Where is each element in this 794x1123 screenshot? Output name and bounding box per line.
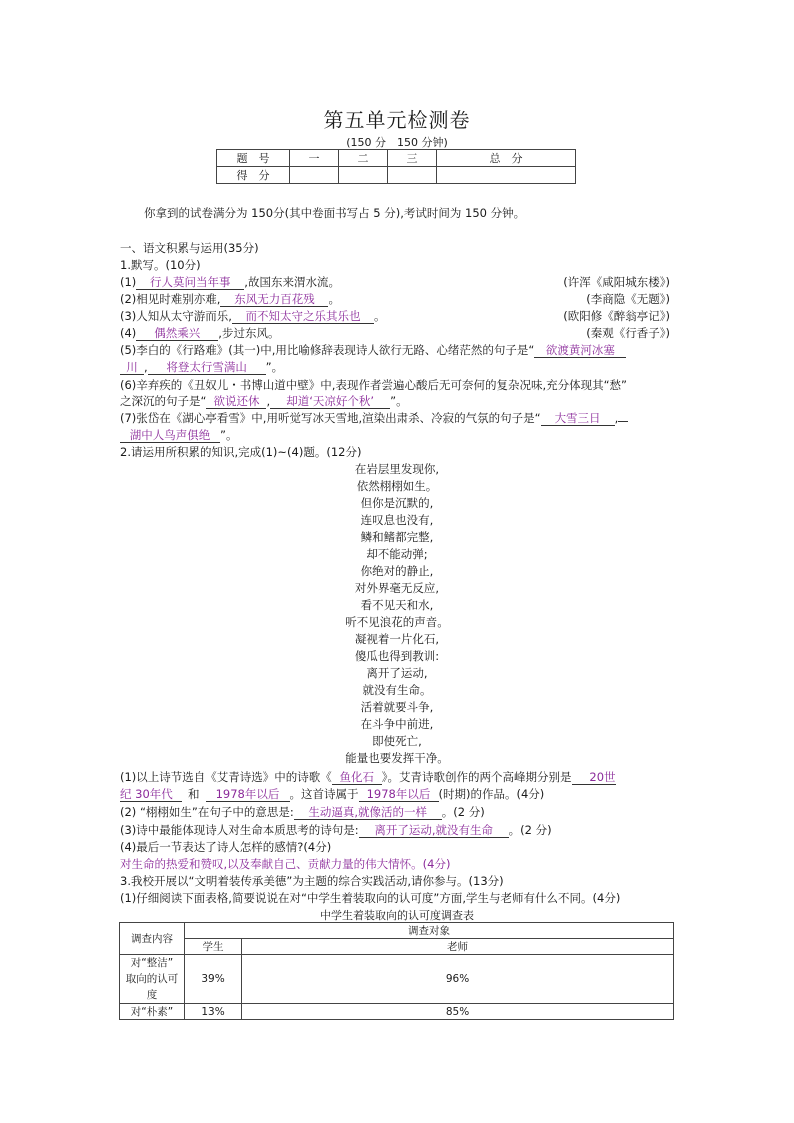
- answer-blank: 鱼化石: [332, 770, 382, 785]
- item-text: 。(2 分): [441, 805, 485, 819]
- item-text: ,步过东风。: [218, 326, 280, 340]
- item-text: (时期)的作品。(4分): [438, 787, 545, 801]
- item-text: 。: [373, 309, 386, 323]
- q1-item-3-source: (欧阳修《醉翁亭记》): [563, 309, 670, 323]
- q1-item-4: [120, 325, 279, 341]
- poem-line: 就没有生命。: [362, 683, 432, 697]
- item-text: (1)以上诗节选自《艾青诗选》中的诗歌《: [120, 770, 332, 784]
- table-row: [120, 955, 674, 1004]
- answer-blank: 纪 30年代: [120, 787, 182, 802]
- answer-blank: 欲渡黄河冰塞: [534, 343, 626, 358]
- poem-line: 傻瓜也得到教训:: [354, 649, 440, 663]
- answer-blank: 20世: [572, 770, 616, 785]
- student-value-cell: 13%: [185, 1004, 242, 1020]
- item-text: 和: [188, 787, 200, 801]
- q2-sub-4-question: (4)最后一节表达了诗人怎样的感情?(4分): [120, 840, 332, 854]
- answer-blank: 偶然乘兴: [136, 326, 218, 341]
- answer-blank: 欲说还休: [206, 394, 266, 409]
- item-prefix: (2)相见时难别亦难,: [120, 292, 221, 306]
- answer-blank: 却道‘天凉好个秋’: [270, 394, 390, 409]
- answer-blank: 大雪三日: [541, 411, 615, 426]
- poem-line: 活着就要斗争,: [360, 700, 434, 714]
- item-text: 。(2 分): [508, 823, 552, 837]
- item-text: ”。: [390, 394, 408, 408]
- row-label-line: 对“整洁”: [130, 957, 174, 969]
- answer-blank: 行人莫问当年事: [136, 275, 244, 290]
- poem-line: 却不能动弹;: [366, 547, 428, 561]
- intro-text: 你拿到的试卷满分为 150分(其中卷面书写占 5 分),考试时间为 150 分钟。: [144, 206, 526, 220]
- poem-line: 看不见天和水,: [360, 598, 434, 612]
- score-header-cell: 一: [290, 150, 339, 167]
- score-header-cell: 三: [388, 150, 437, 167]
- score-cell: [437, 167, 576, 184]
- item-text: 之深沉的句子是“: [120, 394, 207, 408]
- poem-line: 能量也要发挥干净。: [345, 751, 449, 765]
- item-text: (7)张岱在《湖心亭看雪》中,用听觉写冰天雪地,渲染出肃杀、冷寂的气氛的句子是“: [120, 411, 541, 425]
- answer-blank: 将登太行雪满山: [148, 360, 266, 375]
- student-value-cell: 39%: [185, 955, 242, 1004]
- item-text: ,故国东来渭水流。: [244, 275, 340, 289]
- item-text: (5)李白的《行路难》(其一)中,用比喻修辞表现诗人欲行无路、心绪茫然的句子是“: [120, 343, 535, 357]
- score-cell: [339, 167, 388, 184]
- answer-blank: 1978年以后: [206, 787, 290, 802]
- teacher-value-cell: 85%: [242, 1004, 674, 1020]
- item-text: 。这首诗属于: [289, 787, 359, 801]
- item-prefix: (4): [120, 326, 137, 340]
- poem-line: 鳞和鳍都完整,: [360, 530, 434, 544]
- score-header-cell: 二: [339, 150, 388, 167]
- poem-line: 你绝对的静止,: [360, 564, 434, 578]
- question-2-heading: 2.请运用所积累的知识,完成(1)~(4)题。(12分): [120, 445, 362, 459]
- row-label-cell: 对“朴素”: [120, 1004, 185, 1020]
- answer-blank: 生动逼真,就像活的一样: [294, 805, 442, 820]
- score-cell: [290, 167, 339, 184]
- table-row: [120, 1004, 674, 1020]
- q2-sub-1: [120, 769, 616, 785]
- answer-blank: 川: [120, 360, 144, 375]
- q1-item-7-cont: [120, 427, 237, 443]
- item-text: ”。: [220, 428, 238, 442]
- q1-item-1: [120, 274, 340, 290]
- q2-sub-1-cont: [120, 786, 544, 802]
- poem-line: 离开了运动,: [366, 666, 428, 680]
- row-label-line: 度: [146, 989, 158, 1001]
- item-prefix: (1): [120, 275, 137, 289]
- poem-line: 听不见浪花的声音。: [345, 615, 449, 629]
- q1-item-5-cont: 川 , 将登太行雪满山 ”。: [120, 359, 283, 375]
- poem-line: 即使死亡,: [372, 734, 422, 748]
- q1-item-3: [120, 308, 385, 324]
- q1-item-2: [120, 291, 340, 307]
- q1-item-7: (7)张岱在《湖心亭看雪》中,用听觉写冰天雪地,渲染出肃杀、冷寂的气氛的句子是“ 大雪三日 ,: [120, 410, 628, 426]
- header-cell: 调查内容: [120, 923, 185, 955]
- poem-line: 对外界毫无反应,: [354, 581, 440, 595]
- score-table: [216, 149, 576, 184]
- score-cell: [388, 167, 437, 184]
- item-text: ”。: [265, 360, 284, 374]
- poem-line: 在岩层里发现你,: [354, 462, 440, 476]
- item-text: (2) “栩栩如生”在句子中的意思是:: [120, 805, 294, 819]
- header-cell: 调查对象: [185, 923, 674, 939]
- q2-sub-4-answer: 对生命的热爱和赞叹,以及奉献自己、贡献力量的伟大情怀。(4分): [120, 857, 451, 871]
- page-title: 第五单元检测卷: [323, 108, 471, 132]
- section-heading: 一、语文积累与运用(35分): [120, 241, 259, 255]
- item-text: 。: [328, 292, 340, 306]
- item-text: 》。艾青诗歌创作的两个高峰期分别是: [381, 770, 572, 784]
- score-header-cell: 题 号: [217, 150, 290, 167]
- item-prefix: (3)人知从太守游而乐,: [120, 309, 232, 323]
- q1-item-4-source: (秦观《行香子》): [586, 326, 670, 340]
- q1-item-1-source: (许浑《咸阳城东楼》): [563, 275, 670, 289]
- answer-blank: 离开了运动,就没有生命: [359, 823, 509, 838]
- header-cell: 学生: [185, 939, 242, 955]
- q1-item-2-source: (李商隐《无题》): [586, 292, 670, 306]
- question-3-heading: 3.我校开展以“文明着装传承美德”为主题的综合实践活动,请你参与。(13分): [120, 874, 504, 888]
- answer-blank: 湖中人鸟声俱绝: [120, 428, 220, 443]
- poem-line: 凝视着一片化石,: [354, 632, 440, 646]
- q3-sub-1: (1)仔细阅读下面表格,简要说说在对“中学生着装取向的认可度”方面,学生与老师有什么不同。(4分): [120, 891, 621, 905]
- poem-line: 但你是沉默的,: [360, 496, 434, 510]
- q1-item-6-cont: 之深沉的句子是“ 欲说还休 , 却道‘天凉好个秋’ ”。: [120, 394, 408, 408]
- poem-line: 依然栩栩如生。: [356, 479, 438, 493]
- q2-sub-3: [120, 822, 552, 838]
- item-text: (3)诗中最能体现诗人对生命本质思考的诗句是:: [120, 823, 359, 837]
- score-label-cell: 得 分: [217, 167, 290, 184]
- subtitle: (150 分 150 分钟): [346, 136, 448, 149]
- poem-line: 在斗争中前进,: [360, 717, 434, 731]
- survey-table: [119, 922, 674, 1020]
- answer-blank: 1978年以后: [359, 787, 439, 802]
- answer-blank: 而不知太守之乐其乐也: [232, 309, 374, 324]
- answer-blank: 东风无力百花残: [220, 292, 328, 307]
- q1-item-6: (6)辛弃疾的《丑奴儿・书博山道中壁》中,表现作者尝遍心酸后无可奈何的复杂况味,充分体现其“愁”: [120, 378, 628, 392]
- row-label-cell: [120, 955, 185, 1004]
- row-label-line: 取向的认可: [125, 973, 179, 985]
- teacher-value-cell: 96%: [242, 955, 674, 1004]
- table-title: 中学生着装取向的认可度调查表: [320, 909, 474, 922]
- poem-line: 连叹息也没有,: [360, 513, 434, 527]
- score-header-cell: 总 分: [437, 150, 576, 167]
- question-1-heading: 1.默写。(10分): [120, 258, 201, 272]
- header-cell: 老师: [242, 939, 674, 955]
- q1-item-5: [120, 342, 626, 358]
- q2-sub-2: [120, 804, 485, 820]
